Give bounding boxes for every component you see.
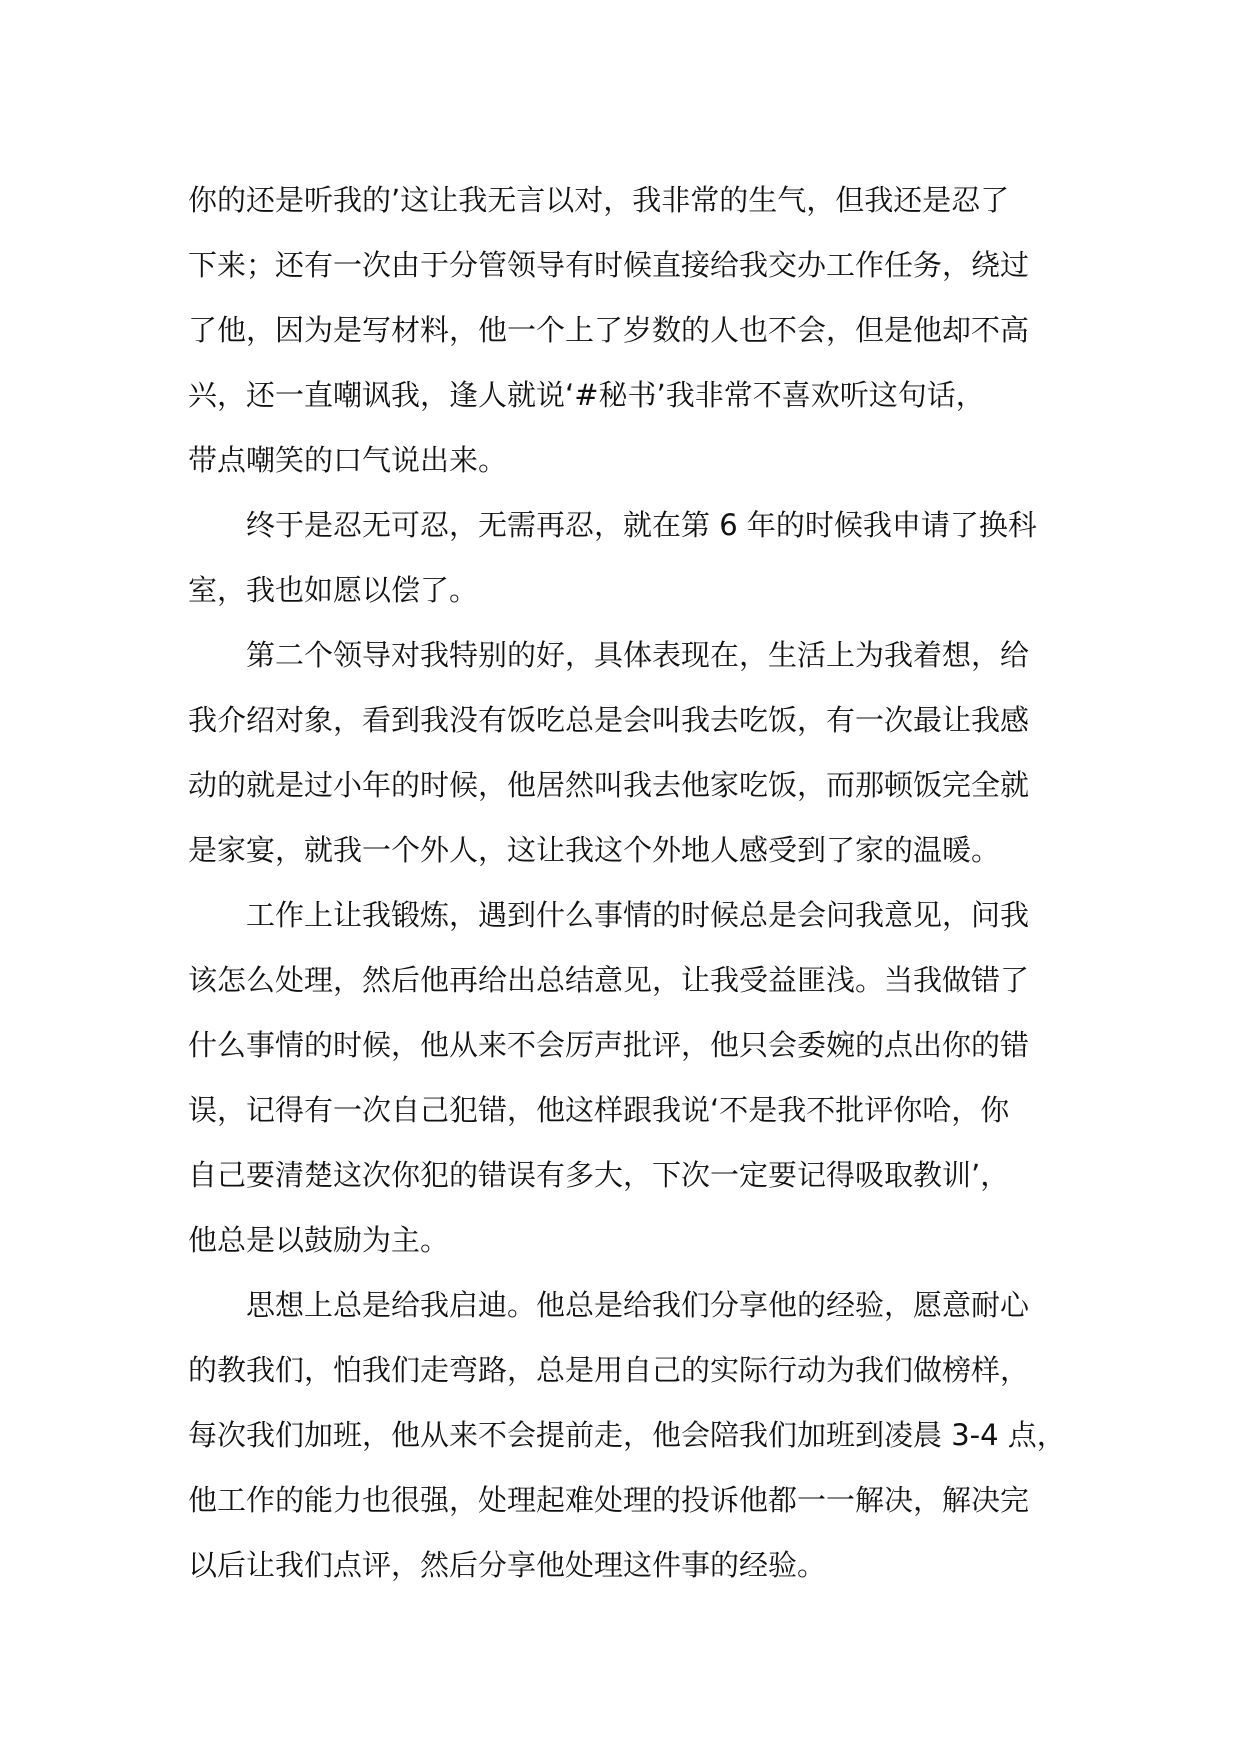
paragraph-start-line: 第二个领导对我特别的好，具体表现在，生活上为我着想，给 xyxy=(246,638,1030,672)
text-line: 室，我也如愿以偿了。 xyxy=(188,573,479,607)
text-line: 我介绍对象，看到我没有饭吃总是会叫我去吃饭，有一次最让我感 xyxy=(188,703,1030,737)
text-line: 他总是以鼓励为主。 xyxy=(188,1223,450,1257)
document-body xyxy=(188,168,1066,1598)
text-line: 带点嘲笑的口气说出来。 xyxy=(188,443,508,477)
text-line: 什么事情的时候，他从来不会厉声批评，他只会委婉的点出你的错 xyxy=(188,1028,1030,1062)
text-line: 下来；还有一次由于分管领导有时候直接给我交办工作任务，绕过 xyxy=(188,248,1030,282)
text-line: 动的就是过小年的时候，他居然叫我去他家吃饭，而那顿饭完全就 xyxy=(188,768,1030,802)
text-line: 是家宴，就我一个外人，这让我这个外地人感受到了家的温暖。 xyxy=(188,833,1001,867)
text-line: 的教我们，怕我们走弯路，总是用自己的实际行动为我们做榜样， xyxy=(188,1353,1030,1387)
text-line: 误，记得有一次自己犯错，他这样跟我说‘不是我不批评你哈，你 xyxy=(188,1093,1010,1127)
text-line: 兴，还一直嘲讽我，逢人就说‘#秘书’我非常不喜欢听这句话， xyxy=(188,378,985,412)
paragraph-start-line: 思想上总是给我启迪。他总是给我们分享他的经验，愿意耐心 xyxy=(246,1288,1030,1322)
paragraph-start-line: 工作上让我锻炼，遇到什么事情的时候总是会问我意见，问我 xyxy=(246,898,1030,932)
text-line: 以后让我们点评，然后分享他处理这件事的经验。 xyxy=(188,1548,827,1582)
text-line: 该怎么处理，然后他再给出总结意见，让我受益匪浅。当我做错了 xyxy=(188,963,1030,997)
text-line: 你的还是听我的’这让我无言以对，我非常的生气，但我还是忍了 xyxy=(188,183,1010,217)
text-line: 他工作的能力也很强，处理起难处理的投诉他都一一解决，解决完 xyxy=(188,1483,1030,1517)
text-line: 每次我们加班，他从来不会提前走，他会陪我们加班到凌晨 3-4 点， xyxy=(188,1418,1066,1452)
text-line: 了他，因为是写材料，他一个上了岁数的人也不会，但是他却不高 xyxy=(188,313,1030,347)
text-line: 自己要清楚这次你犯的错误有多大，下次一定要记得吸取教训’， xyxy=(188,1158,1010,1192)
paragraph-start-line: 终于是忍无可忍，无需再忍，就在第 6 年的时候我申请了换科 xyxy=(246,508,1037,542)
